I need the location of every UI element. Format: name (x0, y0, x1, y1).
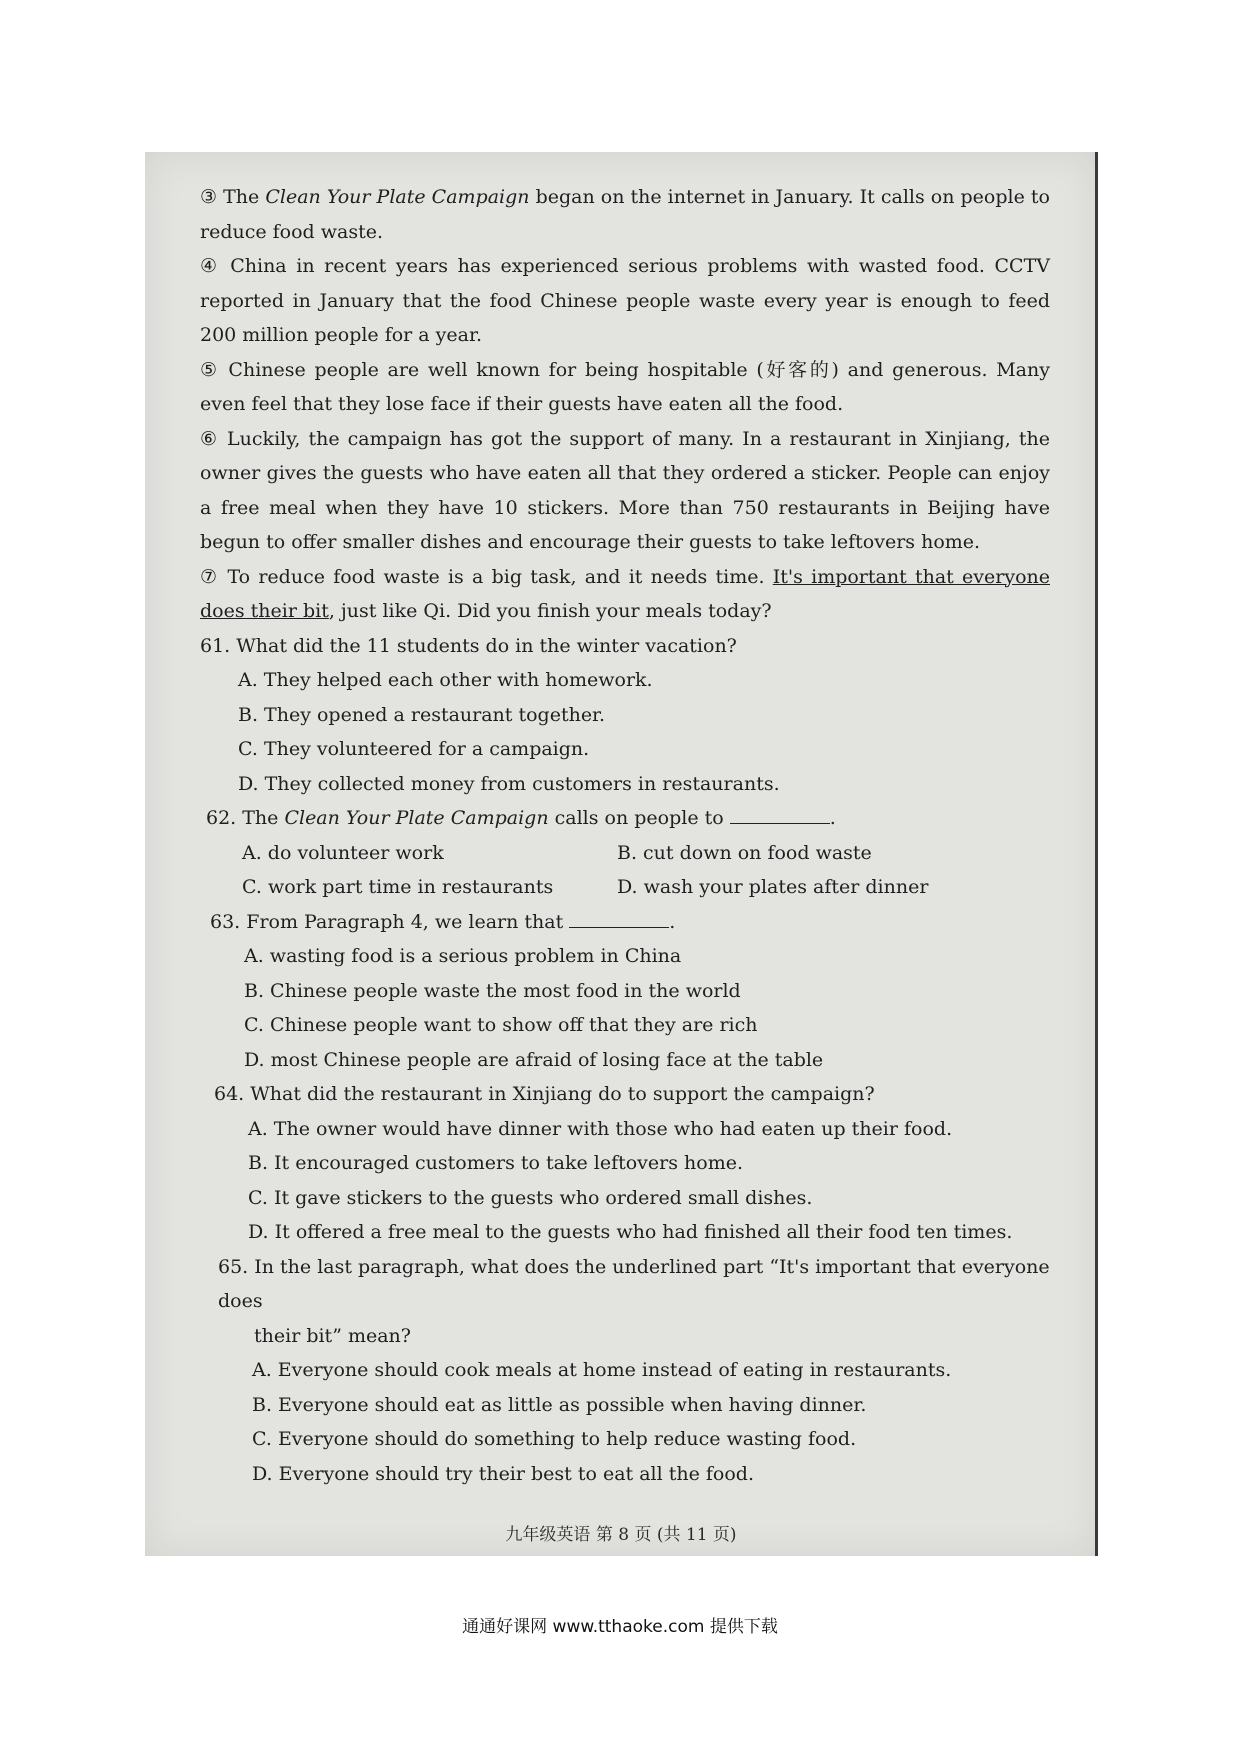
page-content (200, 180, 1050, 1491)
paragraph-5 (200, 353, 1050, 422)
question-65-option-c: C. Everyone should do something to help reduce wasting food. (252, 1428, 857, 1450)
paragraph-number: ⑥ (200, 427, 220, 450)
question-65-option-a: A. Everyone should cook meals at home instead of eating in restaurants. (252, 1359, 952, 1381)
question-61-option-a: A. They helped each other with homework. (238, 669, 653, 691)
download-credit: 通通好课网 www.tthaoke.com 提供下载 (462, 1617, 778, 1637)
question-62-option-c: C. work part time in restaurants (242, 876, 554, 898)
question-65-option-d: D. Everyone should try their best to eat all the food. (252, 1462, 754, 1485)
paragraph-text: Luckily, the campaign has got the support of many. In a restaurant in Xinjiang, the owner gives the guests who have eaten all that they ordered a sticker. People can enjoy a free meal when they have 10 stickers. More than 750 restaurants in Beijing have begun to offer smaller dishes and encourage their guests to take leftovers home. (200, 427, 1050, 553)
campaign-name: Clean Your Plate Campaign (284, 807, 549, 829)
question-62-option-d: D. wash your plates after dinner (617, 876, 929, 898)
question-65-option-b: B. Everyone should eat as little as possible when having dinner. (252, 1393, 867, 1416)
question-61-option-c: C. They volunteered for a campaign. (238, 738, 590, 760)
question-62-stem (200, 801, 1050, 836)
paragraph-7 (200, 560, 1050, 629)
stem-text: . (829, 807, 836, 829)
stem-text: 62. The (206, 807, 285, 829)
question-64-option-d: D. It offered a free meal to the guests who had finished all their food ten times. (248, 1221, 1013, 1243)
page-footer: 九年级英语 第 8 页 (共 11 页) (505, 1525, 737, 1545)
question-63-option-b: B. Chinese people waste the most food in the world (244, 979, 741, 1002)
paragraph-text: , just like Qi. Did you finish your meals today? (328, 600, 772, 622)
campaign-name: Clean Your Plate Campaign (265, 186, 530, 208)
paragraph-number: ③ (200, 186, 218, 208)
paragraph-number: ④ (200, 255, 221, 277)
stem-text: 63. From Paragraph 4, we learn that (210, 910, 570, 933)
paragraph-number: ⑦ (200, 565, 220, 588)
paragraph-number: ⑤ (200, 358, 220, 381)
question-61-stem: 61. What did the 11 students do in the winter vacation? (200, 634, 737, 657)
question-62-option-a: A. do volunteer work (242, 841, 444, 864)
paragraph-text: began on the internet in January. It calls on people to reduce food waste. (200, 186, 1050, 243)
stem-text: . (669, 910, 676, 933)
question-62-options-row-2 (200, 870, 1050, 905)
answer-blank (569, 907, 669, 928)
paragraph-text: Chinese people are well known for being hospitable (好客的) and generous. Many even feel that they lose face if their guests have eaten all the food. (200, 358, 1050, 415)
question-61-option-b: B. They opened a restaurant together. (238, 703, 606, 726)
paragraph-3 (200, 180, 1050, 249)
scan-edge (1095, 152, 1098, 1556)
stem-text: calls on people to (548, 807, 730, 829)
paragraph-6 (200, 422, 1050, 560)
paragraph-text: China in recent years has experienced serious problems with wasted food. CCTV reported in January that the food Chinese people waste every year is enough to feed 200 million people for a year. (200, 255, 1050, 346)
paragraph-text: To reduce food waste is a big task, and it needs time. (219, 565, 773, 588)
scanned-page (145, 152, 1097, 1556)
question-65-stem-line-2: their bit” mean? (254, 1324, 411, 1347)
question-64-option-a: A. The owner would have dinner with those who had eaten up their food. (248, 1117, 953, 1140)
question-64-stem: 64. What did the restaurant in Xinjiang do to support the campaign? (214, 1083, 875, 1105)
underlined-phrase: It's important that everyone does their bit (200, 565, 1050, 622)
answer-blank (730, 803, 830, 824)
question-65-stem-line-1: 65. In the last paragraph, what does the underlined part “It's important that everyone does (218, 1255, 1050, 1312)
question-62-options-row-1 (200, 836, 1050, 871)
paragraph-4 (200, 249, 1050, 353)
question-61-option-d: D. They collected money from customers in restaurants. (238, 772, 780, 795)
question-64-option-c: C. It gave stickers to the guests who ordered small dishes. (248, 1186, 813, 1209)
question-63-option-a: A. wasting food is a serious problem in China (244, 945, 682, 967)
question-63-option-c: C. Chinese people want to show off that they are rich (244, 1014, 758, 1036)
question-63-stem (200, 905, 1050, 940)
question-64-option-b: B. It encouraged customers to take leftovers home. (248, 1152, 744, 1174)
question-62-option-b: B. cut down on food waste (617, 841, 872, 864)
paragraph-text: The (217, 186, 266, 208)
question-63-option-d: D. most Chinese people are afraid of losing face at the table (244, 1048, 824, 1071)
